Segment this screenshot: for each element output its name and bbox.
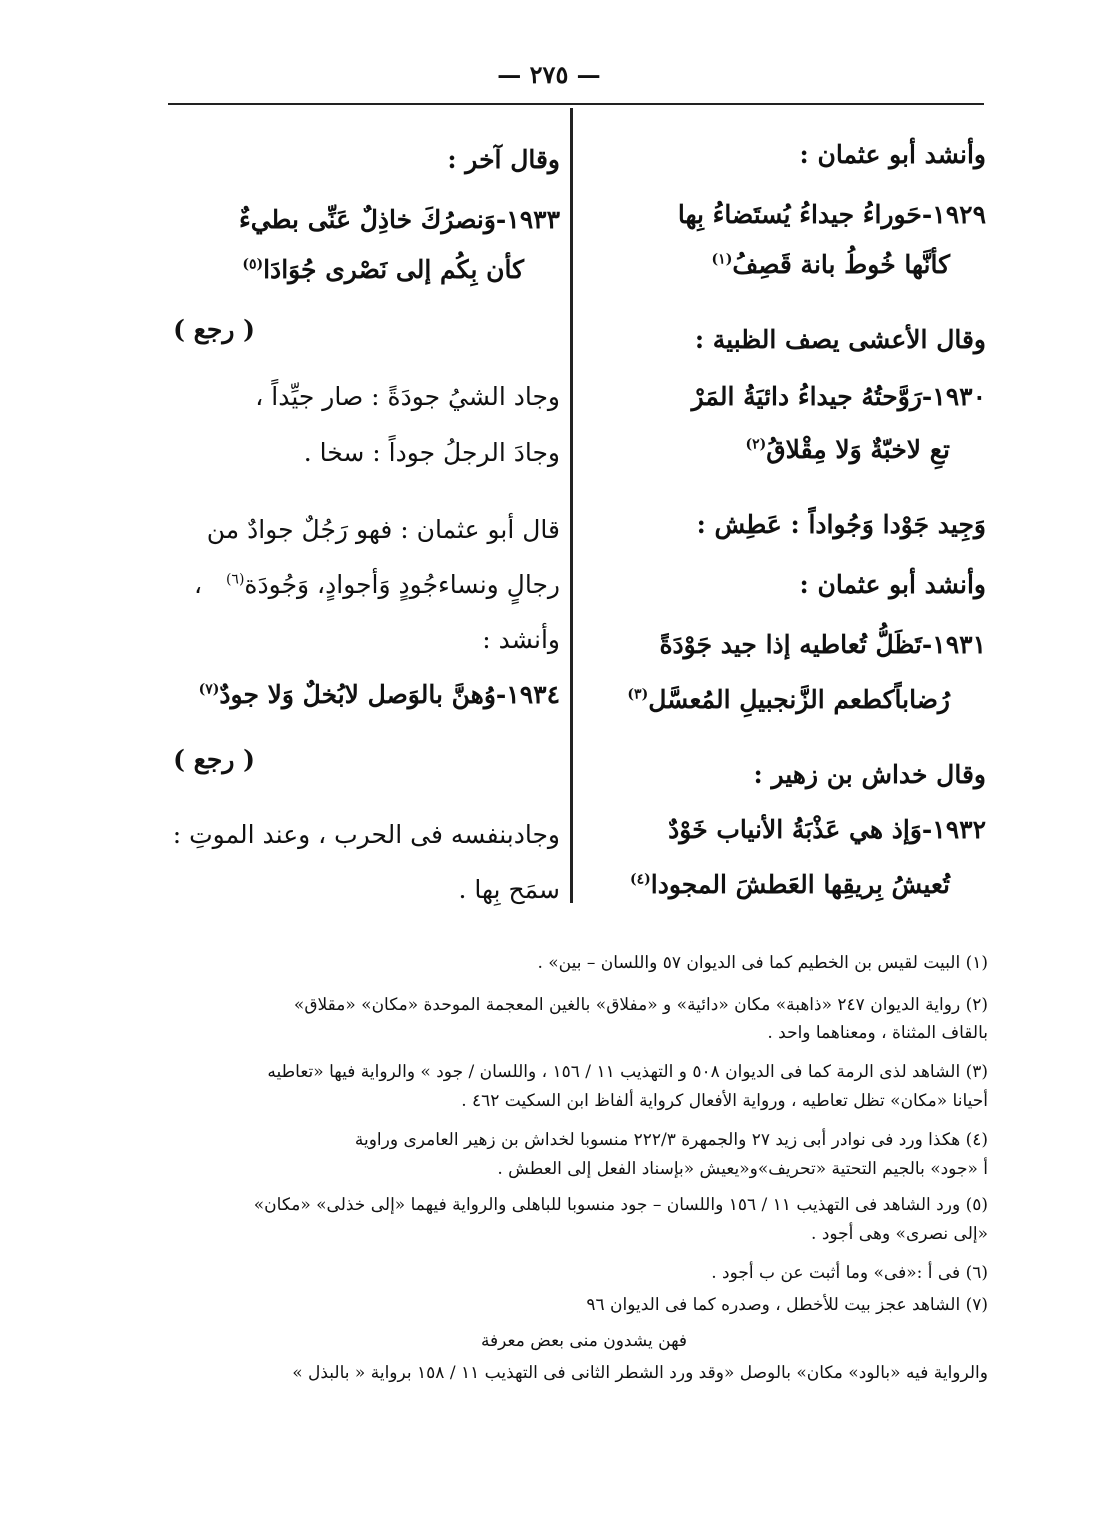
heading: وقال آخر : xyxy=(447,145,560,174)
header-rule xyxy=(168,103,984,105)
heading: وقال خداش بن زهير : xyxy=(753,760,986,789)
prose-line: قال أبو عثمان : فهو رَجُلٌ جوادٌ من xyxy=(206,515,560,544)
verse-line: رُضاباًكطعم الزَّنجبيلِ المُعسَّل$^{(٣)}$ xyxy=(627,685,950,714)
footnote-verse: فهن يشدون منى بعض معرفة xyxy=(480,1331,688,1351)
footnote-continuation: والرواية فيه «بالود» مكان» بالوصل «وقد ورد الشطر الثانى فى التهذيب ١١ / ١٥٨ برواية « بالبذل » xyxy=(292,1363,988,1383)
footnote-continuation: أحيانا «مكان» تظل تعاطيه ، ورواية الأفعال كرواية ألفاظ ابن السكيت ٤٦٢ . xyxy=(461,1091,988,1111)
footnote-marker: (٦) xyxy=(225,571,245,588)
prose-line: وأنشد : xyxy=(482,625,560,654)
prose-line: وَجِيد جَوْدا وَجُواداً : عَطِش : xyxy=(696,510,986,539)
section-marker: ( رجع ) xyxy=(173,315,255,344)
footnote-marker: (٧) xyxy=(198,681,220,698)
footnote: (٦) فى أ :«فى» وما أثبت عن ب أجود . xyxy=(711,1263,988,1283)
verse-line: ١٩٣٢-وَإذ هي عَذْبَةُ الأنياب خَوْدٌ xyxy=(668,815,986,844)
prose-line: رجالٍ ونساءجُودٍ وَأجوادٍ، وَجُودَة$^{(٦)}$ ، xyxy=(194,570,560,599)
footnote-continuation: «إلى نصرى» وهى أجود . xyxy=(811,1224,988,1244)
prose-line: سمَح بِها . xyxy=(458,875,560,904)
heading: وأنشد أبو عثمان : xyxy=(799,570,986,599)
verse-line: تُعيشُ بِريقِها العَطشَ المجودا$^{(٤)}$ xyxy=(630,870,950,899)
footnote-continuation: أ «جود» بالجيم التحتية «تحريف»و«يعيش «بإسناد الفعل إلى العطش . xyxy=(497,1159,988,1179)
verse-line: كأنَّها خُوطُ بانة قَصِفُ$^{(١)}$ xyxy=(711,250,950,279)
verse-line: ١٩٢٩-حَوراءُ جيداءُ يُستَضاءُ بِها xyxy=(677,200,986,229)
footnote-marker: (٤) xyxy=(630,871,651,888)
footnote-marker: (٥) xyxy=(242,256,264,273)
section-marker: ( رجع ) xyxy=(173,745,255,774)
prose-line: وجادبنفسه فى الحرب ، وعند الموتِ : xyxy=(172,820,560,849)
footnote: (٣) الشاهد لذى الرمة كما فى الديوان ٥٠٨ و التهذيب ١١ / ١٥٦ ، واللسان / جود » والرواية فيها «تعاطيه xyxy=(267,1062,988,1082)
prose-line: وجاد الشيُ جودَةً : صار جيِّداً ، xyxy=(255,382,560,411)
footnote-marker: (٣) xyxy=(627,686,649,703)
column-divider xyxy=(570,108,573,903)
footnote-marker: (١) xyxy=(711,251,733,268)
heading: وأنشد أبو عثمان : xyxy=(799,140,986,169)
verse-line: ١٩٣٠-رَوَّحتُهُ جيداءُ دائيَةُ المَرْ xyxy=(691,382,986,411)
footnote: (١) البيت لقيس بن الخطيم كما فى الديوان ٥٧ واللسان – بين» . xyxy=(537,953,988,973)
footnote-continuation: بالقاف المثناة ، ومعناهما واحد . xyxy=(767,1023,988,1043)
verse-line: ١٩٣١-تَظَلُّ تُعاطيه إذا جيد جَوْدَةً xyxy=(659,630,986,659)
heading: وقال الأعشى يصف الظبية : xyxy=(694,325,986,354)
prose-line: وجادَ الرجلُ جوداً : سخا . xyxy=(303,438,560,467)
footnote: (٤) هكذا ورد فى نوادر أبى زيد ٢٧ والجمهرة ٢٢٢/٣ منسوبا لخداش بن زهير العامرى وراوية xyxy=(354,1130,988,1150)
page-number: — ٢٧٥ — xyxy=(497,60,601,89)
footnote: (٥) ورد الشاهد فى التهذيب ١١ / ١٥٦ واللسان – جود منسوبا للباهلى والرواية فيهما «إلى خذلى» «مكان» xyxy=(253,1195,988,1215)
verse-line: تعِ لاخبّةٌ وَلا مِقْلاقُ$^{(٢)}$ xyxy=(745,435,950,464)
verse-line: كأن بِكُم إلى نَصْرى جُوَادَا$^{(٥)}$ xyxy=(242,255,524,284)
verse-line: ١٩٣٤-وُهنَّ بالوَصل لابُخلٌ وَلا جودٌ$^{(٧)}$ xyxy=(198,680,560,709)
footnote: (٧) الشاهد عجز بيت للأخطل ، وصدره كما فى الديوان ٩٦ xyxy=(586,1295,988,1315)
footnote-marker: (٢) xyxy=(745,436,767,453)
footnote: (٢) رواية الديوان ٢٤٧ «ذاهبة» مكان «دائية» و «مفلاق» بالغين المعجمة الموحدة «مكان» «مقلاق» xyxy=(293,995,988,1015)
verse-line: ١٩٣٣-وَنصرُكَ خاذِلٌ عَنِّى بطيءٌ xyxy=(238,205,560,234)
